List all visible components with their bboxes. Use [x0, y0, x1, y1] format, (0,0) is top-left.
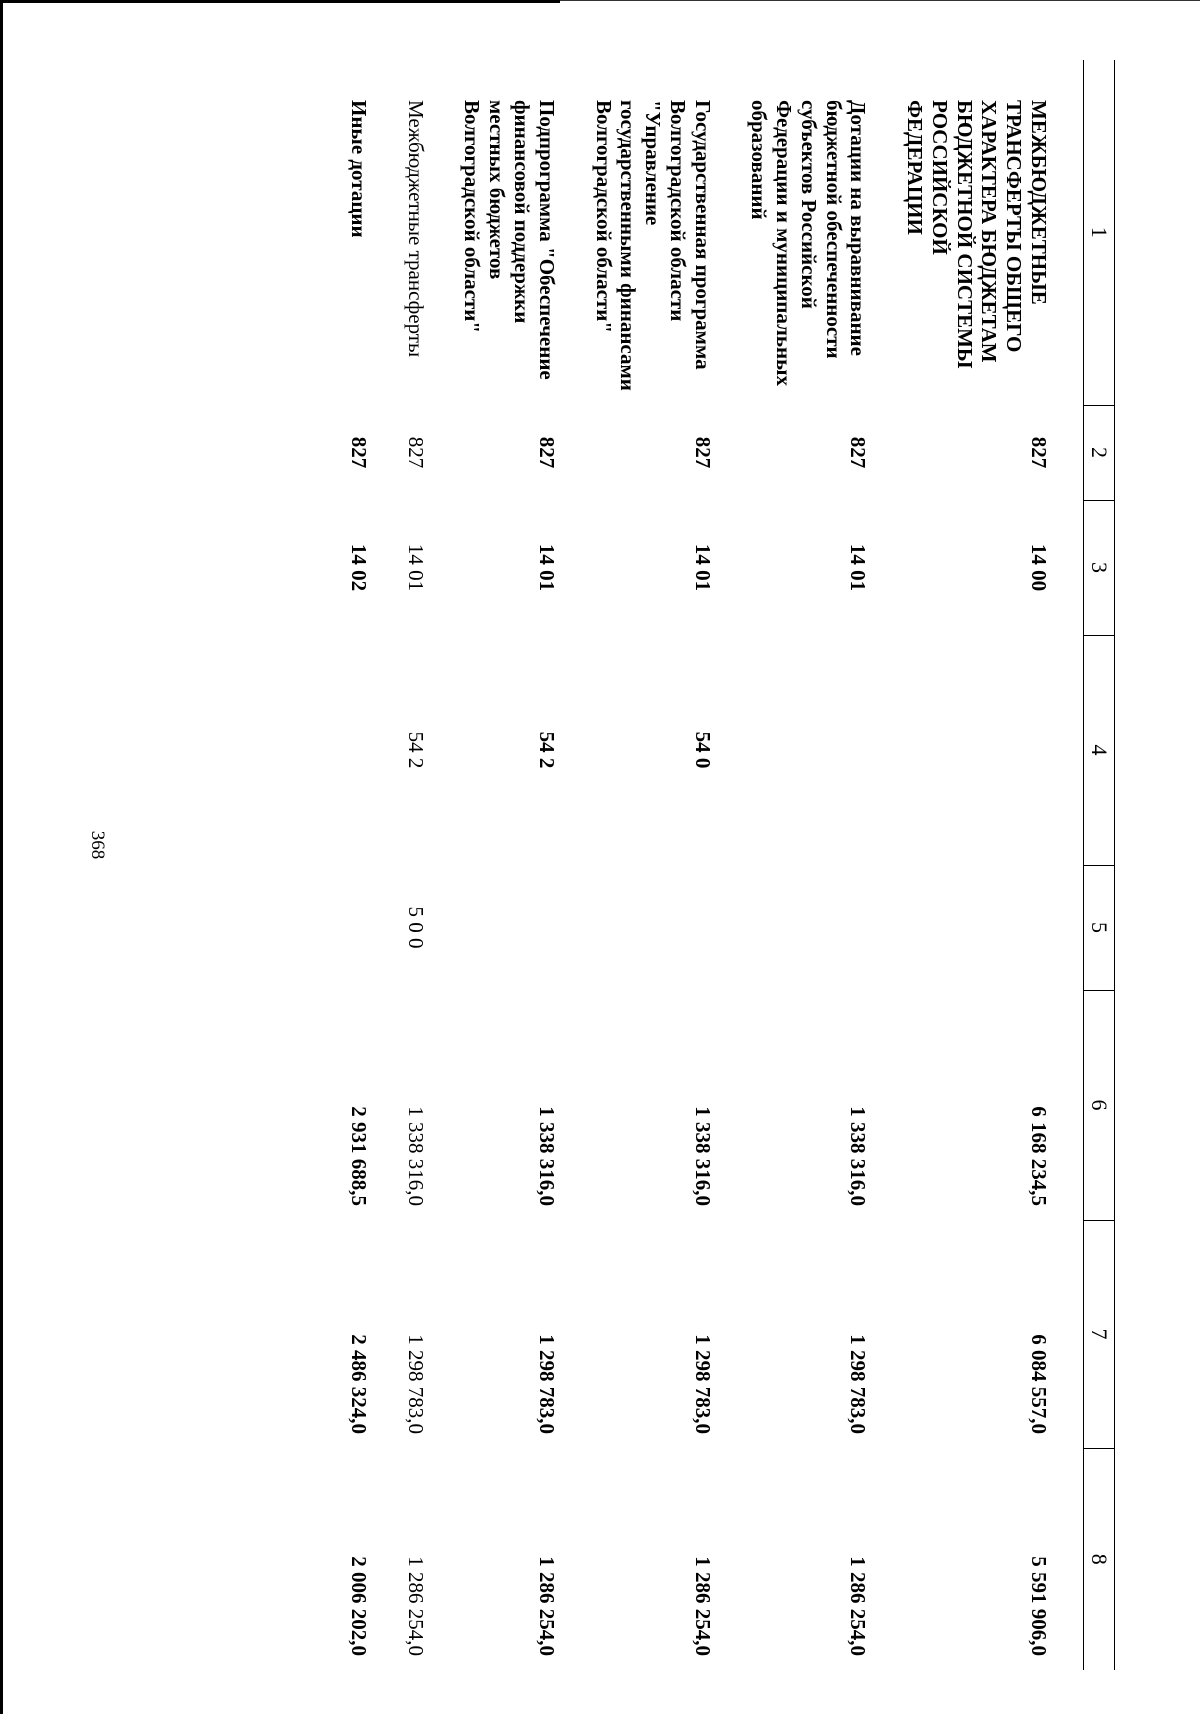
table-row — [403, 60, 460, 1670]
cell-amount-col6: 1 338 316,0 — [690, 1106, 715, 1206]
table-row — [591, 60, 747, 1670]
column-header-3: 3 — [1084, 500, 1115, 635]
cell-amount-col8: 2 006 202,0 — [346, 1556, 371, 1656]
cell-amount-col8: 1 286 254,0 — [690, 1556, 715, 1656]
column-header-7: 7 — [1084, 1220, 1115, 1448]
cell-ministry-code: 827 — [346, 436, 371, 469]
cell-amount-col7: 1 298 783,0 — [690, 1334, 715, 1434]
cell-expense-type — [346, 865, 403, 990]
header-row — [1084, 60, 1115, 1670]
cell-ministry-code: 827 — [534, 436, 559, 469]
cell-amount-col7: 1 298 783,0 — [846, 1334, 871, 1434]
cell-amount-col6: 1 338 316,0 — [846, 1106, 871, 1206]
cell-expense-type — [591, 865, 747, 990]
cell-ministry-code: 827 — [1027, 436, 1051, 469]
column-header-4: 4 — [1084, 635, 1115, 865]
cell-target-code: 54 2 — [403, 731, 428, 769]
cell-target-code — [902, 635, 1083, 865]
cell-target-code — [346, 635, 403, 865]
cell-expense-type — [747, 865, 903, 990]
cell-expense-type — [902, 865, 1083, 990]
row-label: МЕЖБЮДЖЕТНЫЕ ТРАНСФЕРТЫ ОБЩЕГО ХАРАКТЕРА БЮДЖЕТАМ БЮДЖЕТНОЙ СИСТЕМЫ РОССИЙСКОЙ ФЕДЕРАЦИИ — [903, 100, 1051, 369]
cell-amount-col8: 1 286 254,0 — [846, 1556, 871, 1656]
cell-section-code: 14 01 — [846, 543, 871, 592]
cell-target-code: 54 0 — [690, 731, 715, 769]
scan-edge-top-thin — [560, 0, 1200, 1]
cell-expense-type — [460, 865, 591, 990]
budget-table-container — [155, 60, 1115, 1670]
cell-amount-col7: 1 298 783,0 — [534, 1334, 559, 1434]
scan-edge-top — [0, 0, 560, 3]
table-row — [747, 60, 903, 1670]
cell-ministry-code: 827 — [846, 436, 871, 469]
row-label: Дотации на выравнивание бюджетной обеспеченности субъектов Российской Федерации и муниципальных образований — [747, 100, 871, 386]
cell-target-code: 54 2 — [534, 731, 559, 769]
cell-amount-col8: 1 286 254,0 — [534, 1556, 559, 1656]
column-header-5: 5 — [1084, 865, 1115, 990]
cell-amount-col6: 1 338 316,0 — [534, 1106, 559, 1206]
cell-amount-col7: 2 486 324,0 — [346, 1334, 371, 1434]
row-label: Государственная программа Волгоградской области "Управление государственными финансами Волгоградской области" — [591, 100, 715, 391]
column-header-8: 8 — [1084, 1448, 1115, 1670]
budget-table — [346, 60, 1115, 1670]
cell-amount-col6: 2 931 688,5 — [346, 1106, 371, 1206]
cell-section-code: 14 01 — [690, 543, 715, 592]
page-number: 368 — [87, 830, 108, 860]
cell-target-code — [747, 635, 903, 865]
cell-amount-col6: 1 338 316,0 — [403, 1106, 428, 1206]
column-header-6: 6 — [1084, 990, 1115, 1220]
row-label: Подпрограмма "Обеспечение финансовой поддержки местных бюджетов Волгоградской области" — [460, 100, 559, 380]
cell-expense-type: 5 0 0 — [403, 906, 428, 949]
cell-section-code: 14 00 — [1027, 543, 1051, 592]
row-label: Иные дотации — [346, 100, 371, 238]
cell-section-code: 14 01 — [403, 543, 428, 592]
cell-section-code: 14 02 — [346, 543, 371, 592]
table-row — [346, 60, 403, 1670]
cell-amount-col8: 1 286 254,0 — [403, 1556, 428, 1656]
scan-edge-left — [0, 0, 3, 1714]
cell-amount-col8: 5 591 906,0 — [1027, 1556, 1051, 1656]
row-label: Межбюджетные трансферты — [403, 100, 428, 358]
cell-amount-col6: 6 168 234,5 — [1027, 1106, 1051, 1206]
table-row — [902, 60, 1083, 1670]
cell-amount-col7: 6 084 557,0 — [1027, 1334, 1051, 1434]
cell-section-code: 14 01 — [534, 543, 559, 592]
cell-amount-col7: 1 298 783,0 — [403, 1334, 428, 1434]
cell-ministry-code: 827 — [690, 436, 715, 469]
cell-ministry-code: 827 — [403, 436, 428, 469]
column-header-2: 2 — [1084, 405, 1115, 500]
table-row — [460, 60, 591, 1670]
column-header-1: 1 — [1084, 60, 1115, 405]
